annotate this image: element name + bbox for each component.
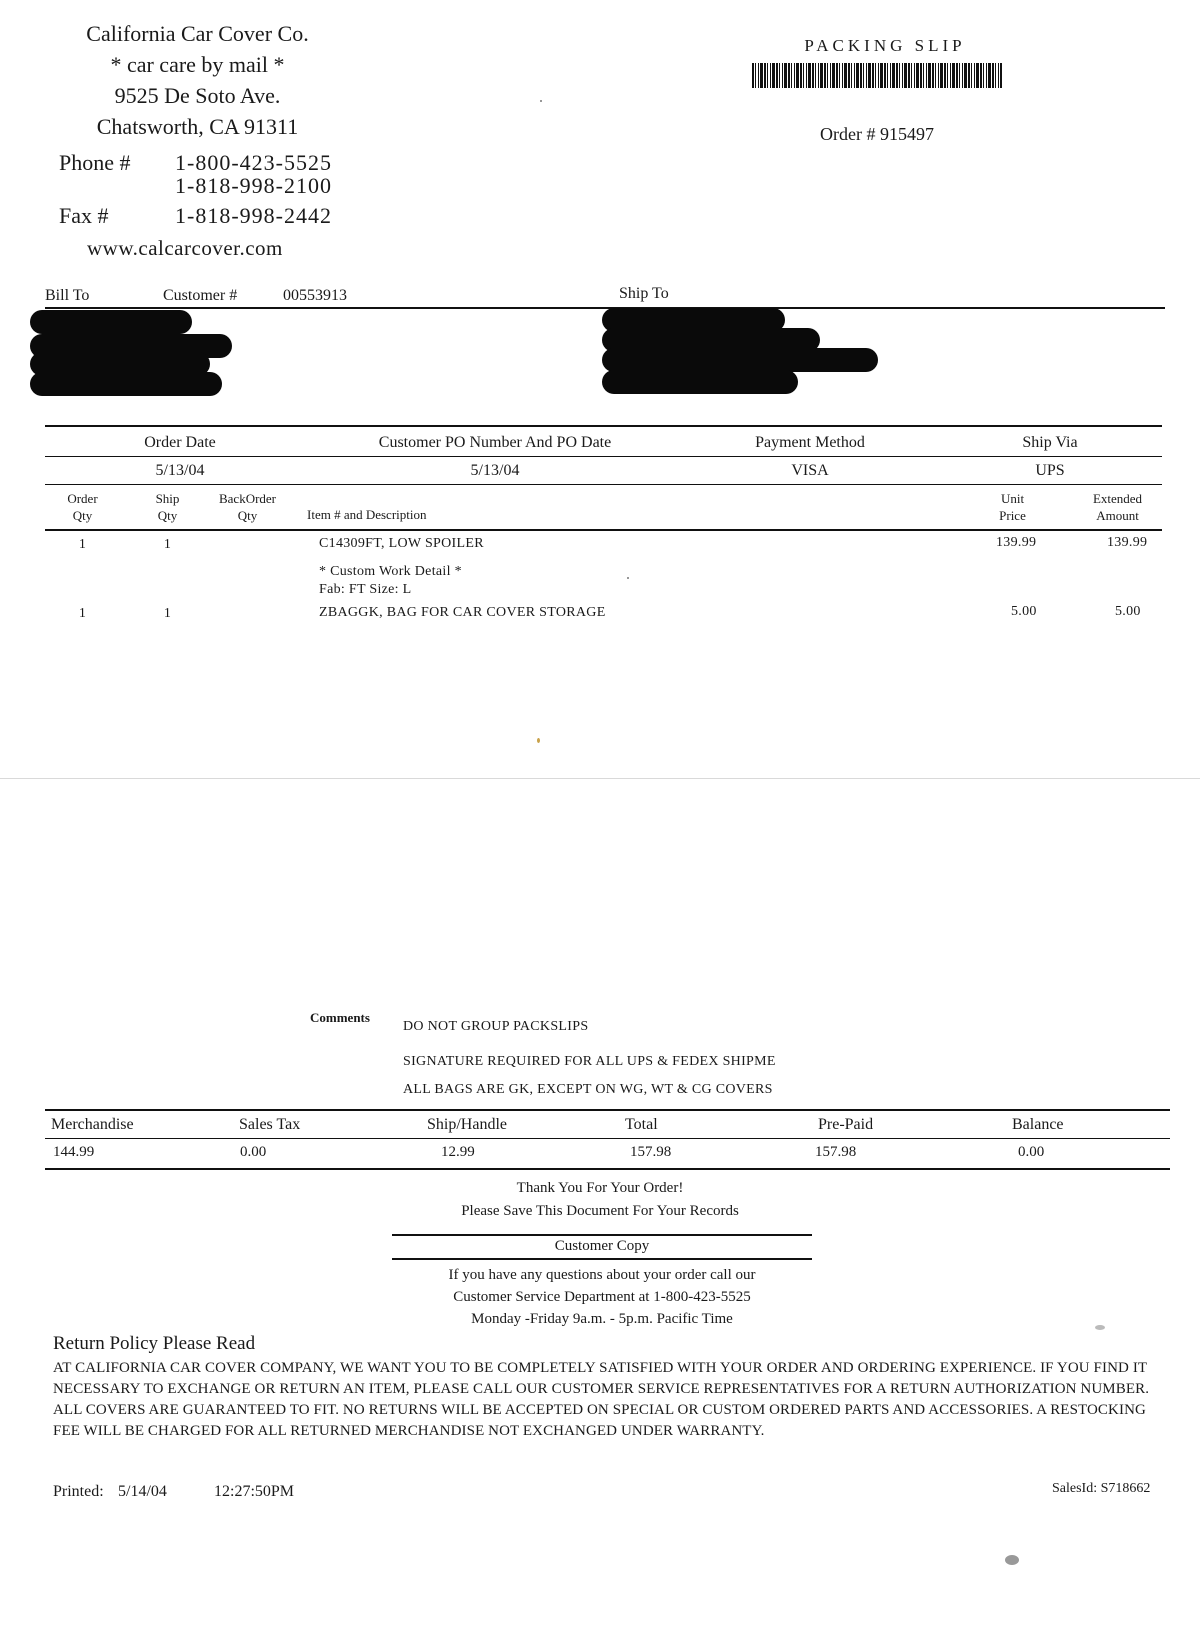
comment-line-3: ALL BAGS ARE GK, EXCEPT ON WG, WT & CG COVERS <box>403 1082 773 1097</box>
order-info-mid-rule <box>45 456 1162 457</box>
questions-line-3: Monday -Friday 9a.m. - 5p.m. Pacific Time <box>471 1311 733 1327</box>
ship-via-header: Ship Via <box>1022 434 1078 451</box>
ship-to-label: Ship To <box>619 285 669 302</box>
sales-id: SalesId: S718662 <box>1052 1481 1151 1496</box>
unit-price-header: Unit Price <box>999 491 1026 523</box>
description-header: Item # and Description <box>307 507 427 522</box>
customer-copy-label: Customer Copy <box>554 1238 650 1254</box>
save-document-message: Please Save This Document For Your Records <box>461 1203 739 1219</box>
order-number: Order # 915497 <box>820 124 934 144</box>
item-order-qty: 1 <box>78 537 87 552</box>
scan-fold-line <box>0 778 1200 779</box>
merchandise-header: Merchandise <box>51 1116 134 1133</box>
item-extended-amount: 139.99 <box>1107 535 1148 550</box>
sales-tax-header: Sales Tax <box>239 1116 301 1133</box>
redacted-bill-line-4 <box>30 372 222 396</box>
backorder-qty-header: BackOrder Qty <box>218 491 277 523</box>
scan-smudge <box>1095 1325 1105 1330</box>
item-unit-price: 139.99 <box>996 535 1037 550</box>
fax-label: Fax # <box>59 203 109 228</box>
scan-smudge <box>1005 1555 1019 1565</box>
total-header: Total <box>625 1116 658 1133</box>
item-description: C14309FT, LOW SPOILER <box>319 536 484 551</box>
po-header: Customer PO Number And PO Date <box>378 434 612 451</box>
printed-label: Printed: <box>53 1483 104 1500</box>
totals-bottom-rule <box>45 1168 1170 1170</box>
barcode <box>752 63 1002 88</box>
order-date-header: Order Date <box>144 434 216 451</box>
payment-method-value: VISA <box>791 462 829 479</box>
item-unit-price: 5.00 <box>1011 604 1037 619</box>
redacted-bill-line-1 <box>30 310 192 334</box>
company-block <box>70 18 325 142</box>
order-date-value: 5/13/04 <box>155 462 205 479</box>
order-qty-header: Order Qty <box>67 491 98 523</box>
total-value: 157.98 <box>630 1144 672 1160</box>
return-policy-title: Return Policy Please Read <box>53 1333 256 1354</box>
order-info-bottom-rule <box>45 484 1162 485</box>
order-info-top-rule <box>45 425 1162 427</box>
packing-slip-title: PACKING SLIP <box>804 36 966 55</box>
custom-work-detail: * Custom Work Detail * <box>319 564 462 579</box>
customer-number-label: Customer # <box>163 287 238 304</box>
pre-paid-header: Pre-Paid <box>818 1116 874 1133</box>
company-street: 9525 De Soto Ave. <box>114 83 281 108</box>
bill-to-label: Bill To <box>45 287 90 304</box>
payment-method-header: Payment Method <box>755 434 865 451</box>
return-policy-text: AT CALIFORNIA CAR COVER COMPANY, WE WANT YOU TO BE COMPLETELY SATISFIED WITH YOUR ORDER AND ORDERING EXPERIENCE. IF YOU FIND IT NECESSARY TO EXCHANGE OR RETURN AN ITEM, PLEASE CALL OUR CUSTOMER SERVICE REPRESENTATIVES FOR A RETURN AUTHORIZATION NUMBER. ALL COVERS ARE GUARANTEED TO FIT. NO RETURNS WILL BE ACCEPTED ON SPECIAL OR CUSTOM ORDERED PARTS AND ACCESSORIES. A RESTOCKING FEE WILL BE CHARGED FOR ALL RETURNED MERCHANDISE NOT EXCHANGED UNDER WARRANTY. <box>53 1360 1150 1439</box>
thank-you-message: Thank You For Your Order! <box>516 1180 684 1196</box>
scan-speck <box>537 738 540 743</box>
scan-speck <box>627 577 629 579</box>
item-order-qty: 1 <box>78 606 87 621</box>
comment-line-1: DO NOT GROUP PACKSLIPS <box>403 1019 589 1034</box>
pre-paid-value: 157.98 <box>815 1144 857 1160</box>
phone-number-2: 1-818-998-2100 <box>175 173 332 198</box>
company-website: www.calcarcover.com <box>87 236 283 260</box>
sales-tax-value: 0.00 <box>240 1144 267 1160</box>
items-header-rule <box>45 529 1162 531</box>
comments-label: Comments <box>310 1010 370 1025</box>
totals-top-rule <box>45 1109 1170 1111</box>
extended-amount-header: Extended Amount <box>1092 491 1143 523</box>
fax-number: 1-818-998-2442 <box>175 203 332 228</box>
phone-label: Phone # <box>59 150 131 175</box>
item-ship-qty: 1 <box>163 537 172 552</box>
custom-fab-size: Fab: FT Size: L <box>319 582 412 597</box>
printed-time: 12:27:50PM <box>214 1483 295 1500</box>
item-description: ZBAGGK, BAG FOR CAR COVER STORAGE <box>319 605 606 620</box>
company-tagline: * car care by mail * <box>110 52 285 77</box>
comment-line-2: SIGNATURE REQUIRED FOR ALL UPS & FEDEX SHIPME <box>403 1054 776 1069</box>
company-city: Chatsworth, CA 91311 <box>96 114 299 139</box>
ship-via-value: UPS <box>1035 462 1065 479</box>
company-name: California Car Cover Co. <box>86 21 309 46</box>
ship-handle-header: Ship/Handle <box>427 1116 507 1133</box>
redacted-ship-line-4 <box>602 370 798 394</box>
item-extended-amount: 5.00 <box>1115 604 1141 619</box>
redacted-ship-line-3 <box>602 348 878 372</box>
customer-copy-bottom-rule <box>392 1258 812 1260</box>
ship-qty-header: Ship Qty <box>155 491 180 523</box>
questions-line-2: Customer Service Department at 1-800-423-5525 <box>453 1289 751 1305</box>
item-ship-qty: 1 <box>163 606 172 621</box>
po-date-value: 5/13/04 <box>470 462 520 479</box>
balance-header: Balance <box>1012 1116 1064 1133</box>
merchandise-value: 144.99 <box>53 1144 95 1160</box>
bill-ship-rule <box>45 307 1165 309</box>
questions-line-1: If you have any questions about your order call our <box>448 1267 756 1283</box>
totals-mid-rule <box>45 1138 1170 1139</box>
scan-speck <box>540 100 542 102</box>
balance-value: 0.00 <box>1018 1144 1045 1160</box>
customer-number: 00553913 <box>283 287 347 304</box>
phone-number-1: 1-800-423-5525 <box>175 150 332 175</box>
ship-handle-value: 12.99 <box>441 1144 475 1160</box>
printed-date: 5/14/04 <box>118 1483 167 1500</box>
